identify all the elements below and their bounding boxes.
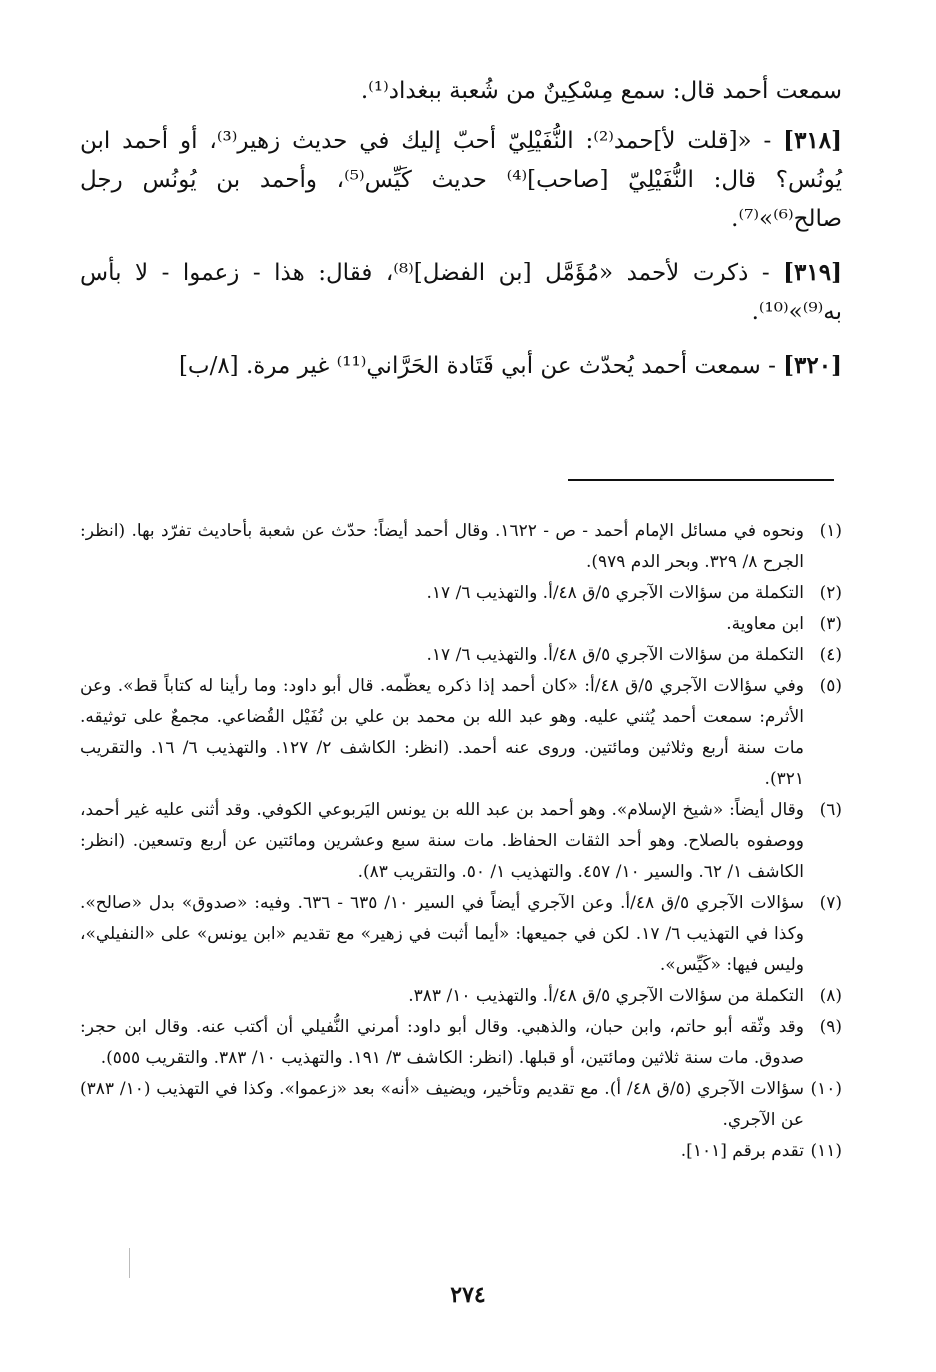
footnote — [80, 516, 842, 578]
opening-line-text: سمعت أحمد قال: سمع مِسْكِينٌ من شُعبة ببغداد⁽¹⁾. — [360, 78, 842, 104]
footnote — [80, 609, 842, 640]
footnote-number: (٨) — [819, 986, 842, 1006]
footnote-number: (٤) — [819, 645, 842, 665]
footnote — [80, 795, 842, 888]
footnote-text: وقال أيضاً: «شيخ الإسلام». وهو أحمد بن عبد الله بن يونس اليَربوعي الكوفي. وقد أثنى عليه غير أحمد، ووصفوه بالصلاح. وهو أحد الثقات الحفاظ. مات سنة سبع وعشرين ومائتين عن أربع وتسعين. (انظر: الكاشف ١/ ٦٢. والسير ١٠/ ٤٥٧. والتهذيب ١/ ٥٠. والتقريب ٨٣). — [80, 800, 804, 882]
footnote — [80, 1012, 842, 1074]
footnote-number: (١) — [819, 521, 842, 541]
footnote-text: التكملة من سؤالات الآجري ٥/ق ٤٨/أ. والتهذيب ١٠/ ٣٨٣. — [408, 986, 804, 1006]
footnote — [80, 981, 842, 1012]
footnote-number: (٥) — [819, 676, 842, 696]
footnote-text: سؤالات الآجري ٥/ق ٤٨/أ. وعن الآجري أيضاً في السير ١٠/ ٦٣٥ - ٦٣٦. وفيه: «صدوق» بدل «صالح». وكذا في التهذيب ٦/ ١٧. لكن في جميعها: «أيما أثبت في زهير» مع تقديم «ابن يونس» على «النفيلي»، وليس فيها: «كَيِّس». — [80, 893, 804, 975]
main-text — [80, 72, 842, 400]
entry-318-text: - «[قلت لأ]حمد⁽²⁾: النُّفَيْلِيّ أحبّ إليك في حديث زهير⁽³⁾، أو أحمد ابن يُونُس؟ قال: النُّفَيْلِيّ [صاحب]⁽⁴⁾ حديث كَيِّس⁽⁵⁾، وأحمد بن يُونُس رجل صالح⁽⁶⁾»⁽⁷⁾. — [80, 128, 842, 232]
footnote-number: (٩) — [819, 1017, 842, 1037]
footnotes — [80, 516, 842, 1167]
footnote — [80, 671, 842, 795]
footnote-number: (١٠) — [810, 1079, 842, 1099]
footnote-text: التكملة من سؤالات الآجري ٥/ق ٤٨/أ. والتهذيب ٦/ ١٧. — [426, 583, 804, 603]
entry-319 — [80, 253, 842, 332]
footnote — [80, 578, 842, 609]
footnote-text: ونحوه في مسائل الإمام أحمد - ص - ١٦٢٢. وقال أحمد أيضاً: حدّث عن شعبة بأحاديث تفرّد بها. (انظر: الجرح ٨/ ٣٢٩. وبحر الدم ٩٧٩). — [80, 521, 804, 572]
footnote-number: (٢) — [819, 583, 842, 603]
opening-line — [80, 72, 842, 111]
entry-319-text: - ذكرت لأحمد «مُؤَمَّل [بن الفضل]⁽⁸⁾، فقال: هذا - زعموا - لا بأس به⁽⁹⁾»⁽¹⁰⁾. — [80, 260, 842, 325]
page-number: ٢٧٤ — [450, 1282, 486, 1308]
entry-319-number: [٣١٩] — [783, 259, 842, 286]
footnote-number: (٧) — [819, 893, 842, 913]
footnote-number: (١١) — [810, 1141, 842, 1161]
footnote-text: وقد وثّقه أبو حاتم، وابن حبان، والذهبي. وقال أبو داود: أمرني النُّفيلي أن أكتب عنه. وقال ابن حجر: صدوق. مات سنة ثلاثين ومائتين، أو قبلها. (انظر: الكاشف ٣/ ١٩١. والتهذيب ١٠/ ٣٨٣. والتقريب ٥٥٥). — [80, 1017, 804, 1068]
footnote-divider — [568, 479, 834, 481]
entry-320-number: [٣٢٠] — [783, 352, 842, 379]
footnote-number: (٦) — [819, 800, 842, 820]
footnote-text: سؤالات الآجري (٥/ق ٤٨/ أ). مع تقديم وتأخير، ويضيف «أنه» بعد «زعموا». وكذا في التهذيب (١٠/ ٣٨٣) عن الآجري. — [80, 1079, 804, 1130]
footnote-text: وفي سؤالات الآجري ٥/ق ٤٨/أ: «كان أحمد إذا ذكره يعظّمه. قال أبو داود: وما رأينا له كتاباً قط». وعن الأثرم: سمعت أحمد يُثني عليه. وهو عبد الله بن محمد بن علي بن نُفَيْل القُضاعي. مجمعٌ على توثيقه. مات سنة أربع وثلاثين ومائتين. وروى عنه أحمد. (انظر: الكاشف ٢/ ١٢٧. والتهذيب ٦/ ١٦. والتقريب ٣٢١). — [80, 676, 804, 789]
footnote-text: تقدم برقم [١٠١]. — [680, 1141, 804, 1161]
footnote — [80, 888, 842, 981]
footnote — [80, 1074, 842, 1136]
footnote-text: ابن معاوية. — [726, 614, 804, 634]
entry-318-number: [٣١٨] — [783, 127, 843, 154]
entry-320 — [80, 346, 842, 386]
footnote-text: التكملة من سؤالات الآجري ٥/ق ٤٨/أ. والتهذيب ٦/ ١٧. — [426, 645, 804, 665]
footnote — [80, 1136, 842, 1167]
entry-320-text: - سمعت أحمد يُحدّث عن أبي قَتَادة الحَرَّاني⁽¹¹⁾ غير مرة. [٨/ب] — [178, 353, 776, 379]
entry-318 — [80, 121, 842, 239]
footnote — [80, 640, 842, 671]
scan-artifact-line — [129, 1248, 130, 1278]
footnote-number: (٣) — [819, 614, 842, 634]
